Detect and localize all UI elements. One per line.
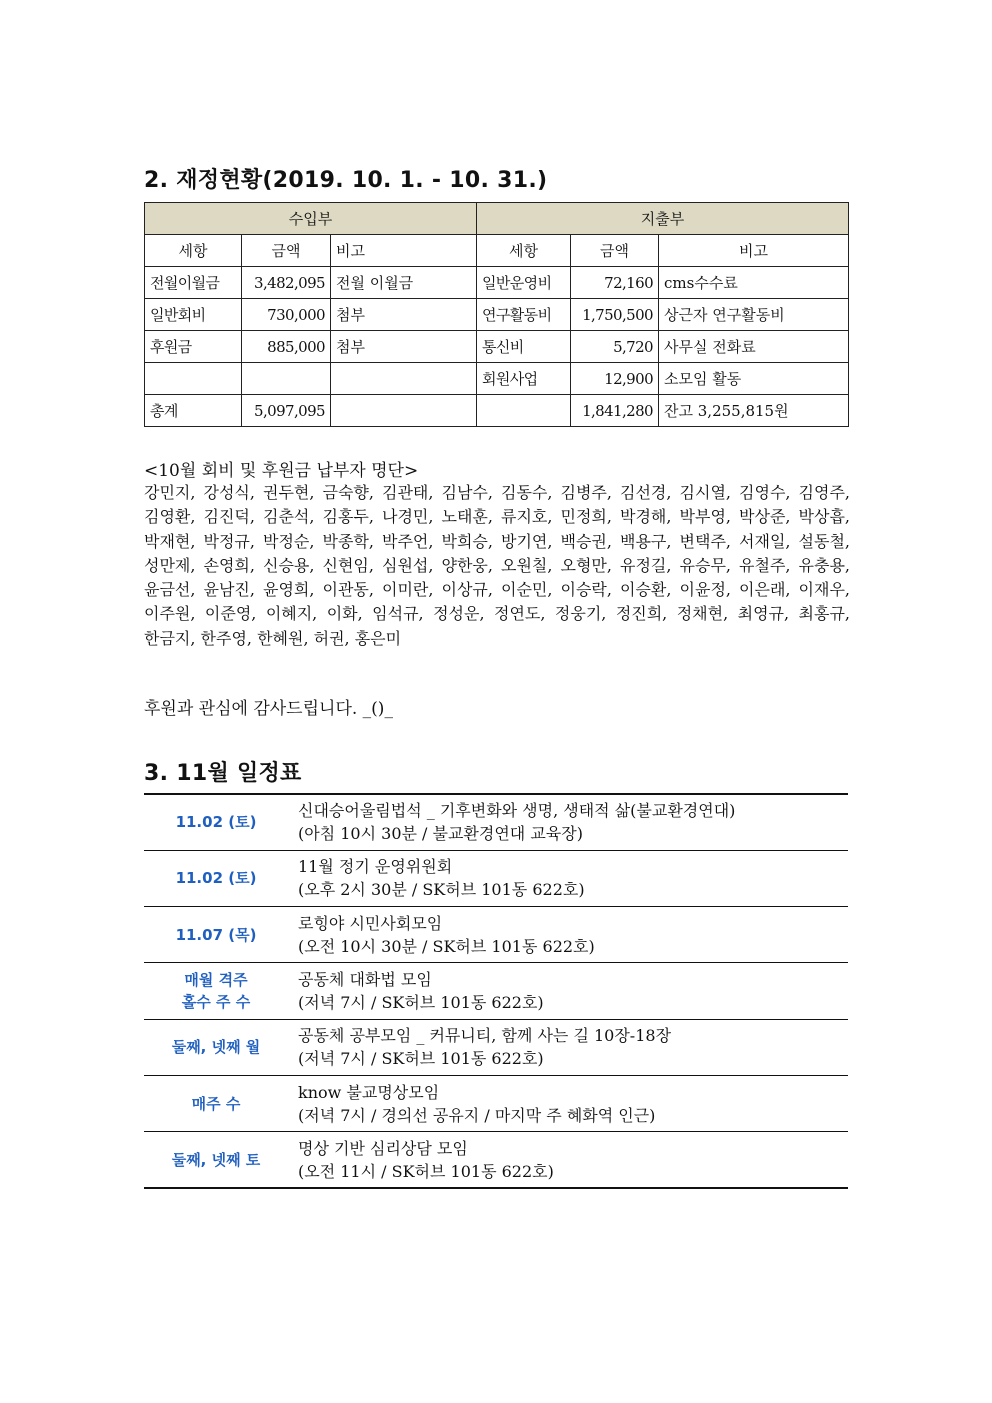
schedule-event-title: 11월 정기 운영위원회 xyxy=(298,857,453,877)
income-amount: 3,482,095 xyxy=(242,267,331,299)
table-row xyxy=(145,299,849,331)
table-row xyxy=(145,267,849,299)
table-row xyxy=(145,363,849,395)
expense-item: 회원사업 xyxy=(477,363,571,395)
schedule-event-title: 로힝야 시민사회모임 xyxy=(298,913,443,933)
schedule-event-detail: (아침 10시 30분 / 불교환경연대 교육장) xyxy=(298,824,583,844)
schedule-description xyxy=(288,1075,848,1131)
schedule-description xyxy=(288,1132,848,1188)
schedule-row xyxy=(144,1132,848,1188)
expense-amount: 1,750,500 xyxy=(571,299,659,331)
expense-note: 사무실 전화료 xyxy=(659,331,849,363)
schedule-event-title: 공동체 대화법 모임 xyxy=(298,970,432,990)
expense-total-amount: 1,841,280 xyxy=(571,395,659,427)
income-note xyxy=(331,363,477,395)
schedule-event-detail: (오전 11시 / SK허브 101동 622호) xyxy=(298,1161,554,1181)
schedule-date-text: 둘째, 넷째 토 xyxy=(171,1150,261,1169)
income-note-header: 비고 xyxy=(331,235,477,267)
income-item-header: 세항 xyxy=(145,235,242,267)
schedule-date xyxy=(144,1132,288,1188)
schedule-description xyxy=(288,963,848,1019)
schedule-date xyxy=(144,907,288,963)
balance-note: 잔고 3,255,815원 xyxy=(659,395,849,427)
schedule-description xyxy=(288,850,848,906)
schedule-description xyxy=(288,1019,848,1075)
schedule-event-title: know 불교명상모임 xyxy=(298,1082,440,1102)
donor-list-heading: <10월 회비 및 후원금 납부자 명단> xyxy=(144,461,419,481)
schedule-event-title: 신대승어울림법석 _ 기후변화와 생명, 생태적 삶(불교환경연대) xyxy=(298,801,736,821)
schedule-date-text: 매주 수 xyxy=(191,1094,241,1113)
expense-amount: 5,720 xyxy=(571,331,659,363)
income-total-amount: 5,097,095 xyxy=(242,395,331,427)
schedule-event-title: 공동체 공부모임 _ 커뮤니티, 함께 사는 길 10장-18장 xyxy=(298,1026,672,1046)
table-row-total xyxy=(145,395,849,427)
schedule-date xyxy=(144,1019,288,1075)
income-amount xyxy=(242,363,331,395)
schedule-date-text: 11.07 (목) xyxy=(175,925,257,944)
schedule-event-detail: (오후 2시 30분 / SK허브 101동 622호) xyxy=(298,880,585,900)
expense-item xyxy=(477,395,571,427)
expense-amount-header: 금액 xyxy=(571,235,659,267)
schedule-date-text-second-line: 홀수 주 수 xyxy=(181,993,251,1012)
schedule-date-text: 11.02 (토) xyxy=(175,813,257,832)
income-total-label: 총계 xyxy=(145,395,242,427)
income-amount: 885,000 xyxy=(242,331,331,363)
schedule-date-text: 매월 격주 xyxy=(184,971,248,990)
schedule-row xyxy=(144,850,848,906)
thanks-message: 후원과 관심에 감사드립니다. _()_ xyxy=(144,699,393,719)
schedule-date-text: 둘째, 넷째 월 xyxy=(171,1038,261,1057)
schedule-event-detail: (저녁 7시 / SK허브 101동 622호) xyxy=(298,993,544,1013)
finance-section-title: 2. 재정현황(2019. 10. 1. - 10. 31.) xyxy=(144,168,548,193)
schedule-date xyxy=(144,963,288,1019)
expense-item: 통신비 xyxy=(477,331,571,363)
schedule-event-detail: (저녁 7시 / 경의선 공유지 / 마지막 주 혜화역 인근) xyxy=(298,1105,656,1125)
income-header: 수입부 xyxy=(145,203,477,235)
schedule-date xyxy=(144,1075,288,1131)
schedule-event-title: 명상 기반 심리상담 모임 xyxy=(298,1138,468,1158)
income-note: 첨부 xyxy=(331,299,477,331)
schedule-date-text: 11.02 (토) xyxy=(175,869,257,888)
schedule-description xyxy=(288,907,848,963)
expense-note: cms수수료 xyxy=(659,267,849,299)
schedule-date xyxy=(144,794,288,850)
income-item xyxy=(145,363,242,395)
schedule-row xyxy=(144,907,848,963)
expense-header: 지출부 xyxy=(477,203,849,235)
income-note: 전월 이월금 xyxy=(331,267,477,299)
expense-item: 일반운영비 xyxy=(477,267,571,299)
expense-amount: 12,900 xyxy=(571,363,659,395)
income-amount-header: 금액 xyxy=(242,235,331,267)
schedule-event-detail: (오전 10시 30분 / SK허브 101동 622호) xyxy=(298,936,595,956)
expense-note: 소모임 활동 xyxy=(659,363,849,395)
table-row xyxy=(145,331,849,363)
schedule-section-title: 3. 11월 일정표 xyxy=(144,761,302,786)
schedule-table xyxy=(144,793,848,1189)
schedule-date xyxy=(144,850,288,906)
expense-item-header: 세항 xyxy=(477,235,571,267)
schedule-row xyxy=(144,963,848,1019)
expense-note-header: 비고 xyxy=(659,235,849,267)
schedule-row xyxy=(144,1019,848,1075)
income-item: 전월이월금 xyxy=(145,267,242,299)
schedule-row xyxy=(144,1075,848,1131)
finance-table xyxy=(144,202,849,427)
income-note xyxy=(331,395,477,427)
donor-list: 강민지, 강성식, 권두현, 금숙향, 김관태, 김남수, 김동수, 김병주, 김선경, 김시열, 김영수, 김영주, 김영환, 김진덕, 김춘석, 김홍두, 나경민, 노태훈, 류지호, 민정희, 박경해, 박부영, 박상준, 박상흡, 박재현, 박정규, 박정순, 박종학, 박주언, 박희승, 방기연, 백승권, 백용구, 변택주, 서재일, 설동철, 성만제, 손영희, 신승용, 신현임, 심원섭, 양한웅, 오원칠, 오형만, 유정길, 유승무, 유철주, 유충용, 윤금선, 윤남진, 윤영희, 이관동, 이미란, 이상규, 이순민, 이승락, 이승환, 이윤정, 이은래, 이재우, 이주원, 이준영, 이혜지, 이화, 임석규, 정성운, 정연도, 정웅기, 정진희, 정채현, 최영규, 최홍규, 한금지, 한주영, 한혜원, 허권, 홍은미 xyxy=(144,483,850,648)
income-item: 일반회비 xyxy=(145,299,242,331)
schedule-event-detail: (저녁 7시 / SK허브 101동 622호) xyxy=(298,1049,544,1069)
schedule-row xyxy=(144,794,848,850)
income-amount: 730,000 xyxy=(242,299,331,331)
expense-item: 연구활동비 xyxy=(477,299,571,331)
income-note: 첨부 xyxy=(331,331,477,363)
schedule-description xyxy=(288,794,848,850)
expense-amount: 72,160 xyxy=(571,267,659,299)
expense-note: 상근자 연구활동비 xyxy=(659,299,849,331)
income-item: 후원금 xyxy=(145,331,242,363)
